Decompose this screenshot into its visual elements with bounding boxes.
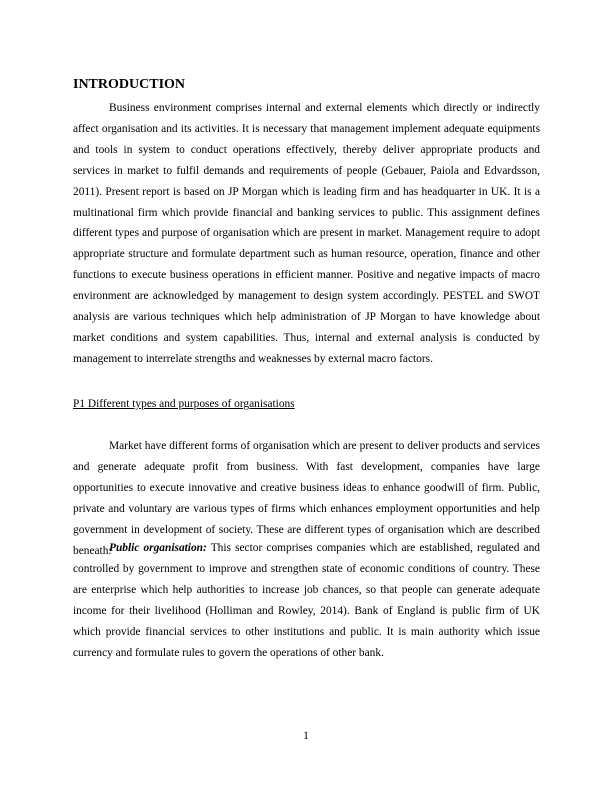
- public-organisation-text: This sector comprises companies which are established, regulated and controlled by government to improve and strengthen state of economic conditions of country. These are enterprise which help authorities to increase job chances, so that people can generate adequate income for their livelihood (Holliman and Rowley, 2014). Bank of England is public firm of UK which provide financial services to other institutions and public. It is main authority which issue currency and formulate rules to govern the operations of other bank.: [73, 542, 540, 659]
- section-heading: P1 Different types and purposes of organisations: [73, 398, 295, 410]
- section-paragraph: Market have different forms of organisation which are present to deliver products and services and generate adequate profit from business. With fast development, companies have large opportunities to execute innovative and creative business ideas to enhance goodwill of firm. Public, private and voluntary are various types of firms which enhances employment opportunities and help government in development of society. These are different types of organisation which are described beneath:: [73, 440, 540, 557]
- page-heading: INTRODUCTION: [73, 77, 186, 92]
- intro-paragraph: Business environment comprises internal and external elements which directly or indirectly affect organisation and its activities. It is necessary that management implement adequate equipments and tools in system to conduct operations effectively, thereby deliver appropriate products and services in market to fulfil demands and requirements of people (Gebauer, Paiola and Edvardsson, 2011). Present report is based on JP Morgan which is leading firm and has headquarter in UK. It is a multinational firm which provide financial and banking services to public. This assignment defines different types and purpose of organisation which are present in market. Management require to adopt appropriate structure and formulate department such as human resource, operation, finance and other functions to execute business operations in efficient manner. Positive and negative impacts of macro environment are acknowledged by management to design system accordingly. PESTEL and SWOT analysis are various techniques which help administration of JP Morgan to have knowledge about market conditions and system capabilities. Thus, internal and external analysis is conducted by management to interrelate strengths and weaknesses by external macro factors.: [73, 102, 540, 365]
- public-organisation-term: Public organisation:: [109, 542, 207, 554]
- page-number: 1: [303, 730, 309, 742]
- public-organisation-paragraph: [73, 538, 540, 663]
